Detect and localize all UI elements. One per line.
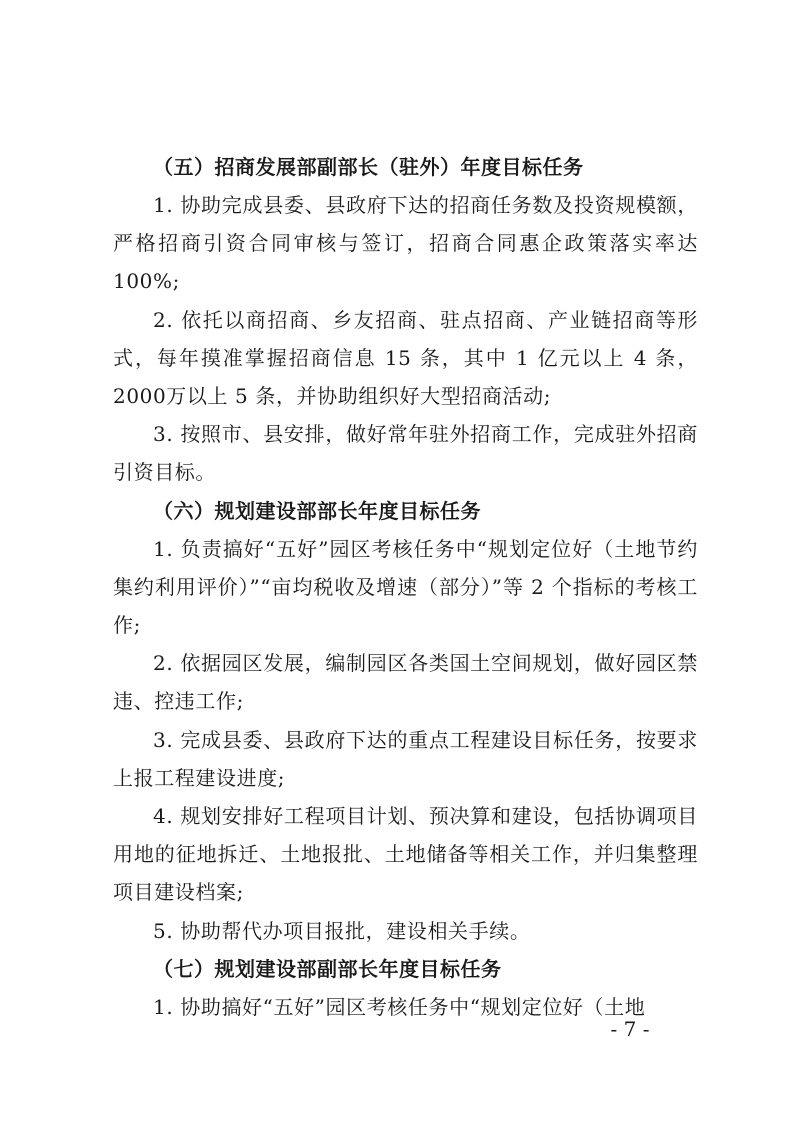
section-6-item-2: 2. 依据园区发展，编制园区各类国土空间规划，做好园区禁违、控违工作; (113, 651, 698, 714)
section-6-item-1: 1. 负责搞好“五好”园区考核任务中“规划定位好（土地节约集约利用评价）”“亩均税收及增速（部分）”等 2 个指标的考核工作; (113, 536, 698, 638)
section-7-item-1: 1. 协助搞好“五好”园区考核任务中“规划定位好（土地 (153, 994, 646, 1019)
section-5-item-2: 2. 依托以商招商、乡友招商、驻点招商、产业链招商等形式，每年摸准掌握招商信息 15 条，其中 1 亿元以上 4 条，2000万以上 5 条，并协助组织好大型招商活动; (113, 307, 698, 409)
section-6-item-5: 5. 协助帮代办项目报批，建设相关手续。 (153, 918, 531, 943)
section-5-item-3: 3. 按照市、县安排，做好常年驻外招商工作，完成驻外招商引资目标。 (113, 422, 698, 485)
document-body (113, 148, 698, 1026)
section-5-item-1: 1. 协助完成县委、县政府下达的招商任务数及投资规模额，严格招商引资合同审核与签订，招商合同惠企政策落实率达100%; (113, 193, 698, 294)
section-heading-7: （七）规划建设部副部长年度目标任务 (153, 956, 502, 981)
section-6-item-4: 4. 规划安排好工程项目计划、预决算和建设，包括协调项目用地的征地拆迁、土地报批、土地储备等相关工作，并归集整理项目建设档案; (113, 804, 698, 905)
section-heading-5: （五）招商发展部副部长（驻外）年度目标任务 (153, 155, 584, 179)
page-number: - 7 - (610, 1017, 650, 1041)
section-6-item-3: 3. 完成县委、县政府下达的重点工程建设目标任务，按要求上报工程建设进度; (113, 727, 698, 790)
section-heading-6: （六）规划建设部部长年度目标任务 (153, 498, 481, 523)
